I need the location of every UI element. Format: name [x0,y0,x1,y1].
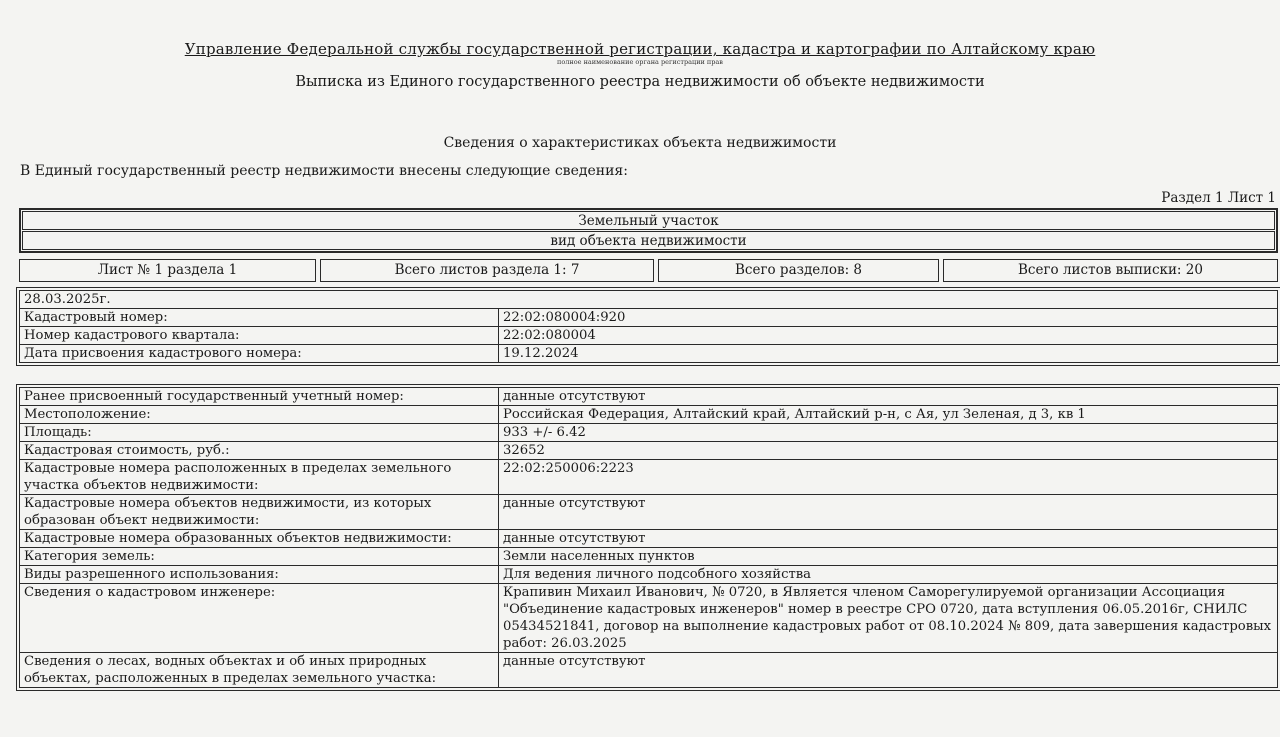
row-value: данные отсутствуют [499,653,1278,688]
table-row [20,406,1278,424]
main-info-table [19,290,1278,363]
object-type-box [19,208,1278,253]
organization-name: Управление Федеральной службы государственной регистрации, кадастра и картографии по Алтайскому краю [184,40,1096,58]
extract-date: 28.03.2025г. [20,291,1278,309]
row-label: Виды разрешенного использования: [20,566,499,584]
row-value: 933 +/- 6.42 [499,424,1278,442]
table-row [20,653,1278,688]
row-value: Земли населенных пунктов [499,548,1278,566]
table-row [20,548,1278,566]
table-row [20,424,1278,442]
row-value: 22:02:080004 [499,327,1278,345]
details-table [19,387,1278,688]
table-row [20,566,1278,584]
total-sheets: Всего листов выписки: 20 [943,259,1278,282]
sheet-number: Лист № 1 раздела 1 [19,259,316,282]
section-heading: Сведения о характеристиках объекта недвижимости [443,135,837,151]
row-label: Площадь: [20,424,499,442]
table-row [20,495,1278,530]
row-label: Кадастровый номер: [20,309,499,327]
table-row [20,327,1278,345]
row-value: Для ведения личного подсобного хозяйства [499,566,1278,584]
object-type: Земельный участок [22,211,1275,230]
organization-caption: полное наименование органа регистрации прав [557,58,723,66]
row-value: 22:02:250006:2223 [499,460,1278,495]
table-row [20,309,1278,327]
row-label: Кадастровые номера расположенных в пределах земельного участка объектов недвижимости: [20,460,499,495]
document-title: Выписка из Единого государственного реестра недвижимости об объекте недвижимости [295,74,985,90]
table-row [20,584,1278,653]
row-value: Крапивин Михаил Иванович, № 0720, в Является членом Саморегулируемой организации Ассоциация "Объединение кадастровых инженеров" номер в реестре СРО 0720, дата вступления 06.05.2016г, СНИЛС 05434521841, договор на выполнение кадастровых работ от 08.10.2024 № 809, дата завершения кадастровых работ: 26.03.2025 [499,584,1278,653]
row-value: 32652 [499,442,1278,460]
sheets-in-section: Всего листов раздела 1: 7 [320,259,654,282]
row-value: 22:02:080004:920 [499,309,1278,327]
row-label: Кадастровые номера образованных объектов недвижимости: [20,530,499,548]
table-row [20,345,1278,363]
total-sections: Всего разделов: 8 [658,259,939,282]
table-row [20,460,1278,495]
intro-text: В Единый государственный реестр недвижимости внесены следующие сведения: [20,163,628,179]
row-value: данные отсутствуют [499,530,1278,548]
object-type-caption: вид объекта недвижимости [22,231,1275,250]
row-label: Дата присвоения кадастрового номера: [20,345,499,363]
table-row [20,530,1278,548]
table-row [20,388,1278,406]
section-reference: Раздел 1 Лист 1 [1161,190,1276,206]
row-label: Местоположение: [20,406,499,424]
row-label: Кадастровые номера объектов недвижимости, из которых образован объект недвижимости: [20,495,499,530]
row-value: Российская Федерация, Алтайский край, Алтайский р-н, с Ая, ул Зеленая, д 3, кв 1 [499,406,1278,424]
row-label: Сведения о кадастровом инженере: [20,584,499,653]
row-label: Ранее присвоенный государственный учетный номер: [20,388,499,406]
table-row [20,442,1278,460]
row-label: Категория земель: [20,548,499,566]
row-label: Номер кадастрового квартала: [20,327,499,345]
row-value: 19.12.2024 [499,345,1278,363]
row-label: Кадастровая стоимость, руб.: [20,442,499,460]
row-value: данные отсутствуют [499,495,1278,530]
row-value: данные отсутствуют [499,388,1278,406]
sheet-info-row [19,259,1278,282]
table-row [20,291,1278,309]
row-label: Сведения о лесах, водных объектах и об иных природных объектах, расположенных в пределах земельного участка: [20,653,499,688]
